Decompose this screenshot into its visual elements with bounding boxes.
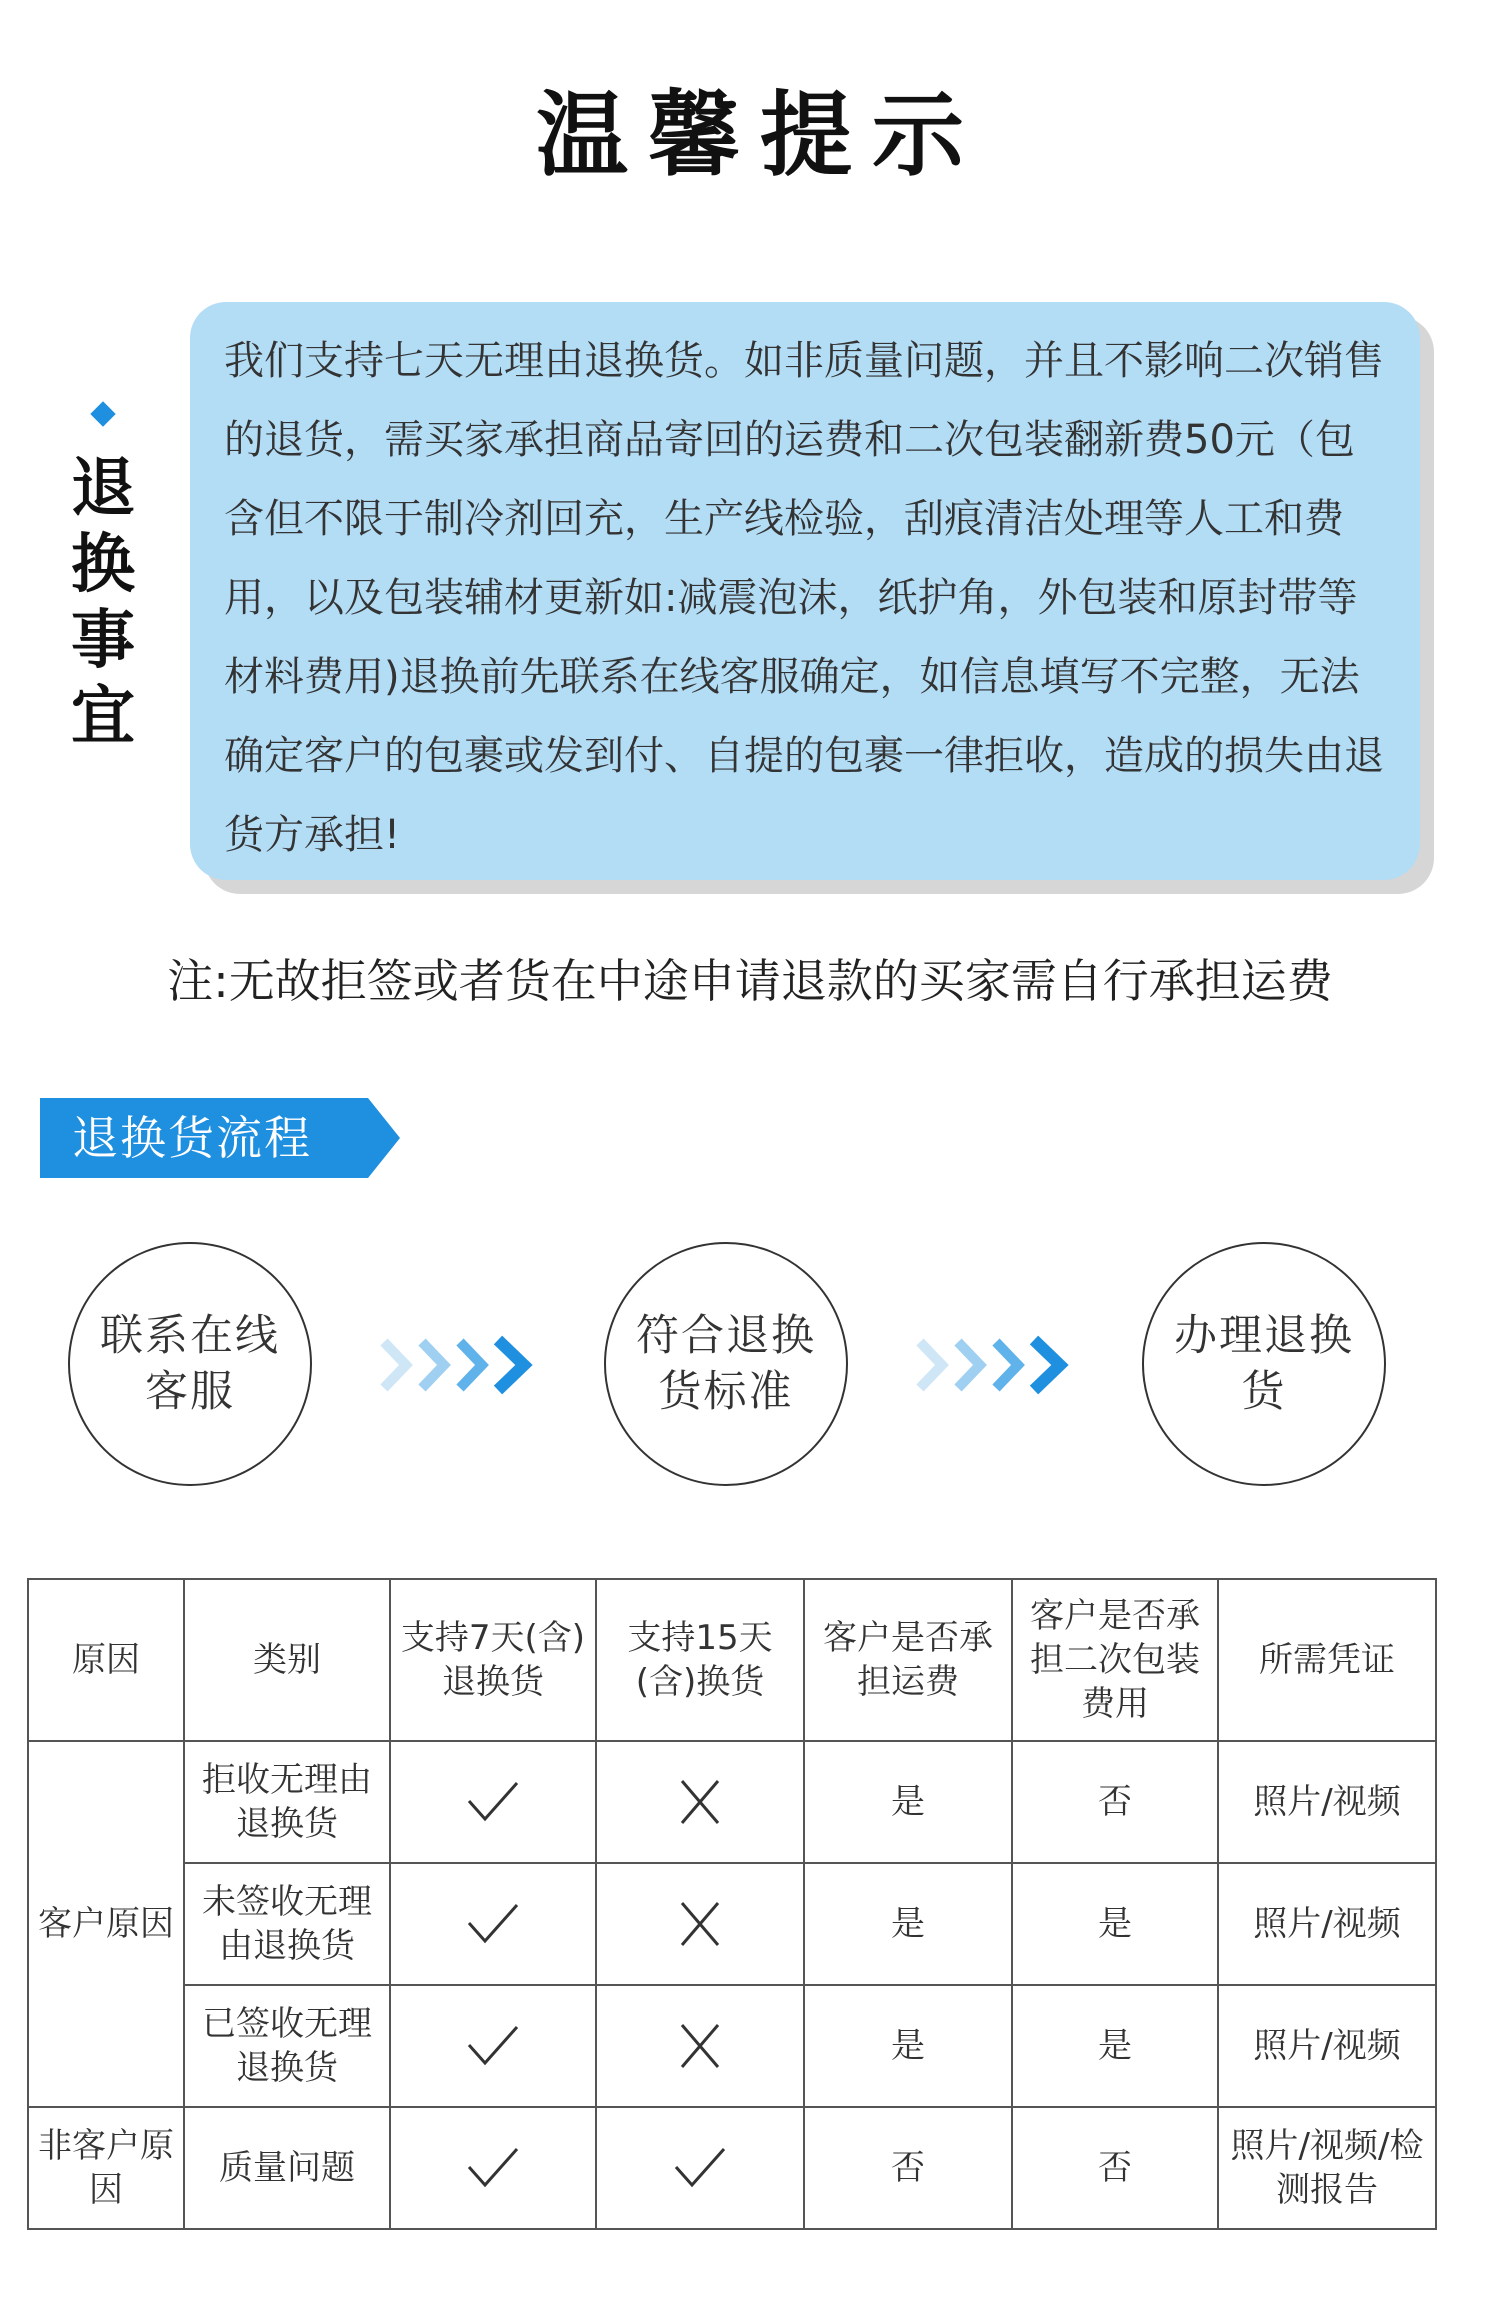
support7-cell (390, 1985, 596, 2107)
check-icon (463, 1777, 523, 1827)
category-cell: 拒收无理由退换货 (184, 1741, 390, 1863)
shipping-cell: 是 (804, 1863, 1012, 1985)
note-line: 注:无故拒签或者货在中途申请退款的买家需自行承担运费 (167, 954, 1333, 1008)
support15-cell (596, 1985, 804, 2107)
support7-cell (390, 1741, 596, 1863)
packaging-cell: 否 (1012, 1741, 1218, 1863)
process-title: 退换货流程 (72, 1111, 312, 1165)
table-row (28, 1741, 1436, 1863)
cross-icon (670, 1899, 730, 1949)
category-cell: 质量问题 (184, 2107, 390, 2229)
process-tag (40, 1098, 400, 1178)
proof-cell: 照片/视频/检测报告 (1218, 2107, 1436, 2229)
support7-cell (390, 1863, 596, 1985)
step-contact-service (68, 1242, 312, 1486)
header-cell: 支持7天(含)退换货 (390, 1579, 596, 1741)
table-row (28, 1985, 1436, 2107)
reason-cell: 非客户原因 (28, 2107, 184, 2229)
check-icon (463, 2143, 523, 2193)
packaging-cell: 是 (1012, 1985, 1218, 2107)
cross-icon (670, 1777, 730, 1827)
table-row (28, 1863, 1436, 1985)
header-cell: 客户是否承担运费 (804, 1579, 1012, 1741)
header-cell: 所需凭证 (1218, 1579, 1436, 1741)
header-cell: 原因 (28, 1579, 184, 1741)
reason-cell: 客户原因 (28, 1741, 184, 2107)
support15-cell (596, 1741, 804, 1863)
category-cell: 未签收无理由退换货 (184, 1863, 390, 1985)
step-label: 联系在线客服 (100, 1311, 280, 1417)
cross-icon (670, 2021, 730, 2071)
table-row (28, 2107, 1436, 2229)
proof-cell: 照片/视频 (1218, 1741, 1436, 1863)
packaging-cell: 是 (1012, 1863, 1218, 1985)
check-icon (463, 1899, 523, 1949)
proof-cell: 照片/视频 (1218, 1863, 1436, 1985)
side-label-text: 退换事宜 (71, 452, 135, 754)
step-label: 办理退换货 (1174, 1311, 1354, 1417)
notice-text: 我们支持七天无理由退换货。如非质量问题，并且不影响二次销售的退货，需买家承担商品寄回的运费和二次包装翻新费50元（包含但不限于制冷剂回充，生产线检验，刮痕清洁处理等人工和费用，以及包装辅材更新如:减震泡沫，纸护角，外包装和原封带等材料费用)退换前先联系在线客服确定，如信息填写不完整，无法确定客户的包裹或发到付、自提的包裹一律拒收，造成的损失由退货方承担! (224, 338, 1384, 858)
chevron-arrows-icon (378, 1330, 542, 1400)
chevron-arrows-icon (914, 1330, 1078, 1400)
category-cell: 已签收无理退换货 (184, 1985, 390, 2107)
header-cell: 支持15天(含)换货 (596, 1579, 804, 1741)
step-process-return (1142, 1242, 1386, 1486)
notice-box (190, 302, 1420, 880)
header-cell: 类别 (184, 1579, 390, 1741)
header-cell: 客户是否承担二次包装费用 (1012, 1579, 1218, 1741)
check-icon (463, 2021, 523, 2071)
shipping-cell: 否 (804, 2107, 1012, 2229)
packaging-cell: 否 (1012, 2107, 1218, 2229)
support7-cell (390, 2107, 596, 2229)
table-header-row (28, 1579, 1436, 1741)
step-label: 符合退换货标准 (636, 1311, 816, 1417)
support15-cell (596, 1863, 804, 1985)
step-meet-standard (604, 1242, 848, 1486)
shipping-cell: 是 (804, 1985, 1012, 2107)
page-title: 温馨提示 (535, 82, 984, 189)
side-label (58, 405, 148, 755)
diamond-icon (90, 401, 115, 426)
return-policy-table (27, 1578, 1437, 2230)
proof-cell: 照片/视频 (1218, 1985, 1436, 2107)
support15-cell (596, 2107, 804, 2229)
shipping-cell: 是 (804, 1741, 1012, 1863)
check-icon (670, 2143, 730, 2193)
